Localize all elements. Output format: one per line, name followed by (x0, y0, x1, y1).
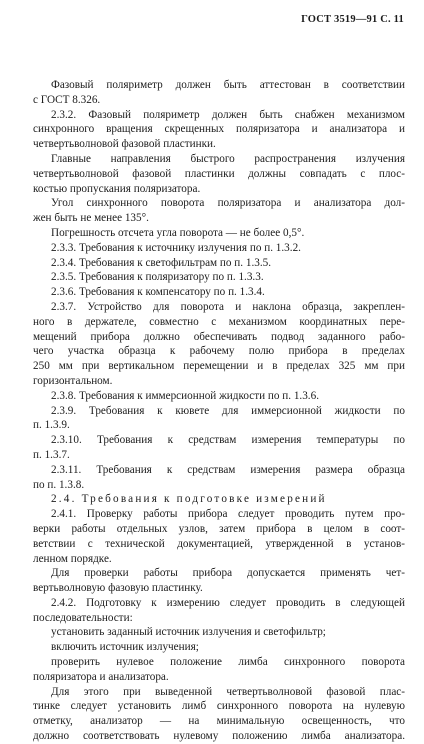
text-line: Погрешность отсчета угла поворота — не более 0,5°. (51, 226, 305, 239)
text-line: проверить нулевое положение лимба синхронного поворота (51, 656, 405, 669)
text-line: Главные направления быстрого распространения излучения (51, 152, 405, 165)
text-line: 2.3.9. Требования к кювете для иммерсионной жидкости по (51, 404, 405, 417)
text-line: Фазовый поляриметр должен быть аттестован в соответствии (51, 79, 405, 91)
text-line: четвертьволновой фазовой пластинки. (33, 138, 216, 151)
text-line: горизонтальном. (33, 374, 113, 387)
text-line: 2.3.5. Требования к поляризатору по п. 1.3.3. (51, 271, 264, 284)
text-line: костью пропускания поляризатора. (33, 182, 201, 195)
text-line: 2.3.2. Фазовый поляриметр должен быть снабжен механизмом (51, 108, 405, 121)
text-line: 2.3.8. Требования к иммерсионной жидкости по п. 1.3.6. (51, 389, 319, 402)
text-line: установить заданный источник излучения и светофильтр; (51, 626, 326, 639)
text-line: включить источник излучения; (51, 641, 199, 654)
text-line: п. 1.3.7. (33, 448, 70, 461)
text-line: 2.4. Требования к подготовке измерений (51, 493, 327, 506)
text-line: последовательности: (33, 611, 133, 624)
text-line: Для проверки работы прибора допускается применять чет- (51, 567, 405, 580)
text-line: 2.3.4. Требования к светофильтрам по п. 1.3.5. (51, 256, 272, 269)
document-body (33, 78, 405, 744)
text-line: должно соответствовать нулевому положению лимба анализатора. (33, 730, 405, 743)
text-line: поляризатора и анализатора. (33, 670, 169, 683)
text-line: 2.3.11. Требования к средствам измерения размера образца (51, 463, 405, 476)
text-line: 2.3.3. Требования к источнику излучения по п. 1.3.2. (51, 241, 301, 254)
text-line: 250 мм при вертикальном перемещении и в пределах 325 мм при (33, 360, 405, 373)
text-line: жен быть не менее 135°. (33, 212, 149, 225)
text-line: вертьволновую фазовую пластинку. (33, 582, 203, 595)
text-line: 2.3.6. Требования к компенсатору по п. 1.3.4. (51, 286, 265, 299)
text-line: синхронного вращения скрещенных поляризатора и анализатора и (33, 123, 405, 136)
text-line: 2.3.7. Устройство для поворота и наклона образца, закреплен- (51, 300, 405, 313)
text-line: 2.3.10. Требования к средствам измерения температуры по (51, 434, 405, 447)
text-line: с ГОСТ 8.326. (33, 93, 101, 106)
page-header: ГОСТ 3519—91 С. 11 (301, 14, 404, 25)
text-line: чего участка образца к рабочему полю прибора в пределах (33, 345, 405, 358)
text-line: мещений прибора должно обеспечивать подвод заданного рабо- (33, 330, 405, 343)
text-line: по п. 1.3.8. (33, 478, 85, 491)
text-line: Для этого при выведенной четвертьволновой фазовой плас- (51, 685, 405, 698)
text-line: ветствии с технической документацией, утвержденной в установ- (33, 537, 405, 550)
text-line: ленном порядке. (33, 552, 112, 565)
text-line: четвертьволновой фазовой пластинки должны совпадать с плос- (33, 167, 405, 180)
text-line: 2.4.2. Подготовку к измерению следует проводить в следующей (51, 596, 405, 609)
text-line: п. 1.3.9. (33, 419, 70, 432)
text-line: 2.4.1. Проверку работы прибора следует проводить путем про- (51, 508, 405, 521)
text-line: отметку, анализатор — на минимальную освещенность, что (33, 715, 405, 728)
text-line: тинке следует установить лимб синхронного поворота на нулевую (33, 700, 405, 713)
text-line: Угол синхронного поворота поляризатора и анализатора дол- (51, 197, 405, 210)
text-line: верки работы отдельных узлов, затем прибора в целом в соот- (33, 522, 405, 535)
text-line: ного в держателе, совместно с механизмом координатных пере- (33, 315, 405, 328)
